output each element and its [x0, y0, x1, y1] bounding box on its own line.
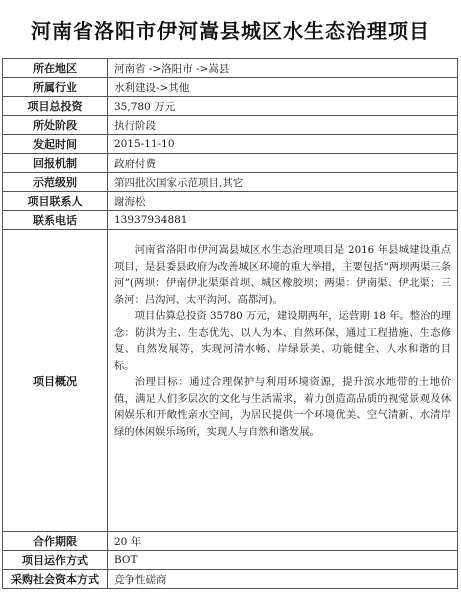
project-overview [108, 230, 458, 532]
row-label-region: 所在地区 [3, 59, 108, 78]
row-label-start-date: 发起时间 [3, 135, 108, 154]
row-value-industry: 水利建设->其他 [108, 78, 458, 97]
row-value-phone: 13937934881 [108, 211, 458, 230]
table-row [3, 78, 458, 97]
row-value-stage: 执行阶段 [108, 116, 458, 135]
row-label-phone: 联系电话 [3, 211, 108, 230]
table-row [3, 532, 458, 551]
overview-paragraph: 河南省洛阳市伊河嵩县城区水生态治理项目是 2016 年县城建设重点项目，是县委县政府为改善城区环境的重大举措，主要包括“两坝两渠三条河”(两坝：伊南伊北渠渠首坝、城区橡胶坝；两渠：伊南渠、伊北渠；三条河：吕沟河、太平沟河、高都河)。 [114, 244, 451, 306]
table-row [3, 59, 458, 78]
table-row [3, 97, 458, 116]
table-row [3, 135, 458, 154]
row-value-investment: 35,780 万元 [108, 97, 458, 116]
row-value-region: 河南省 ->洛阳市 ->嵩县 [108, 59, 458, 78]
page-title: 河南省洛阳市伊河嵩县城区水生态治理项目 [31, 18, 430, 43]
row-label-demo-level: 示范级别 [3, 173, 108, 192]
table-row [3, 173, 458, 192]
table-row [3, 116, 458, 135]
row-label-stage: 所处阶段 [3, 116, 108, 135]
row-label-investment: 项目总投资 [3, 97, 108, 116]
row-value-start-date: 2015-11-10 [108, 135, 458, 154]
table-row [3, 551, 458, 570]
row-label-cooperation-period: 合作期限 [3, 532, 108, 551]
table-row [3, 211, 458, 230]
row-value-return-mechanism: 政府付费 [108, 154, 458, 173]
table-row [3, 570, 458, 589]
row-value-procurement-method: 竞争性磋商 [108, 570, 458, 589]
table-row [3, 154, 458, 173]
row-label-overview: 项目概况 [3, 230, 108, 532]
row-value-cooperation-period: 20 年 [108, 532, 458, 551]
project-info-table [2, 58, 458, 589]
row-value-operation-mode: BOT [108, 551, 458, 570]
row-label-procurement-method: 采购社会资本方式 [3, 570, 108, 589]
table-row [3, 192, 458, 211]
row-label-return-mechanism: 回报机制 [3, 154, 108, 173]
overview-paragraph: 治理目标：通过合理保护与利用环境资源，提升滨水地带的土地价值，满足人们多层次的文化与生活需求，着力创造高品质的视觉景观及休闲娱乐和开敞性亲水空间，为居民提供一个环境优美、空气清新、水清岸绿的休闲娱乐场所，实现人与自然和谐发展。 [114, 376, 451, 438]
overview-paragraph: 项目估算总投资 35780 万元，建设期两年，运营期 18 年。整治的理念：防洪为主、生态优先、以人为本、自然环保，通过工程措施、生态修复、自然发展等，实现河清水畅、岸绿景美、功能健全、人水和谐的目标。 [114, 310, 451, 372]
row-label-operation-mode: 项目运作方式 [3, 551, 108, 570]
row-value-demo-level: 第四批次国家示范项目,其它 [108, 173, 458, 192]
row-label-contact-person: 项目联系人 [3, 192, 108, 211]
row-value-contact-person: 谢海松 [108, 192, 458, 211]
row-label-industry: 所属行业 [3, 78, 108, 97]
table-row [3, 230, 458, 532]
